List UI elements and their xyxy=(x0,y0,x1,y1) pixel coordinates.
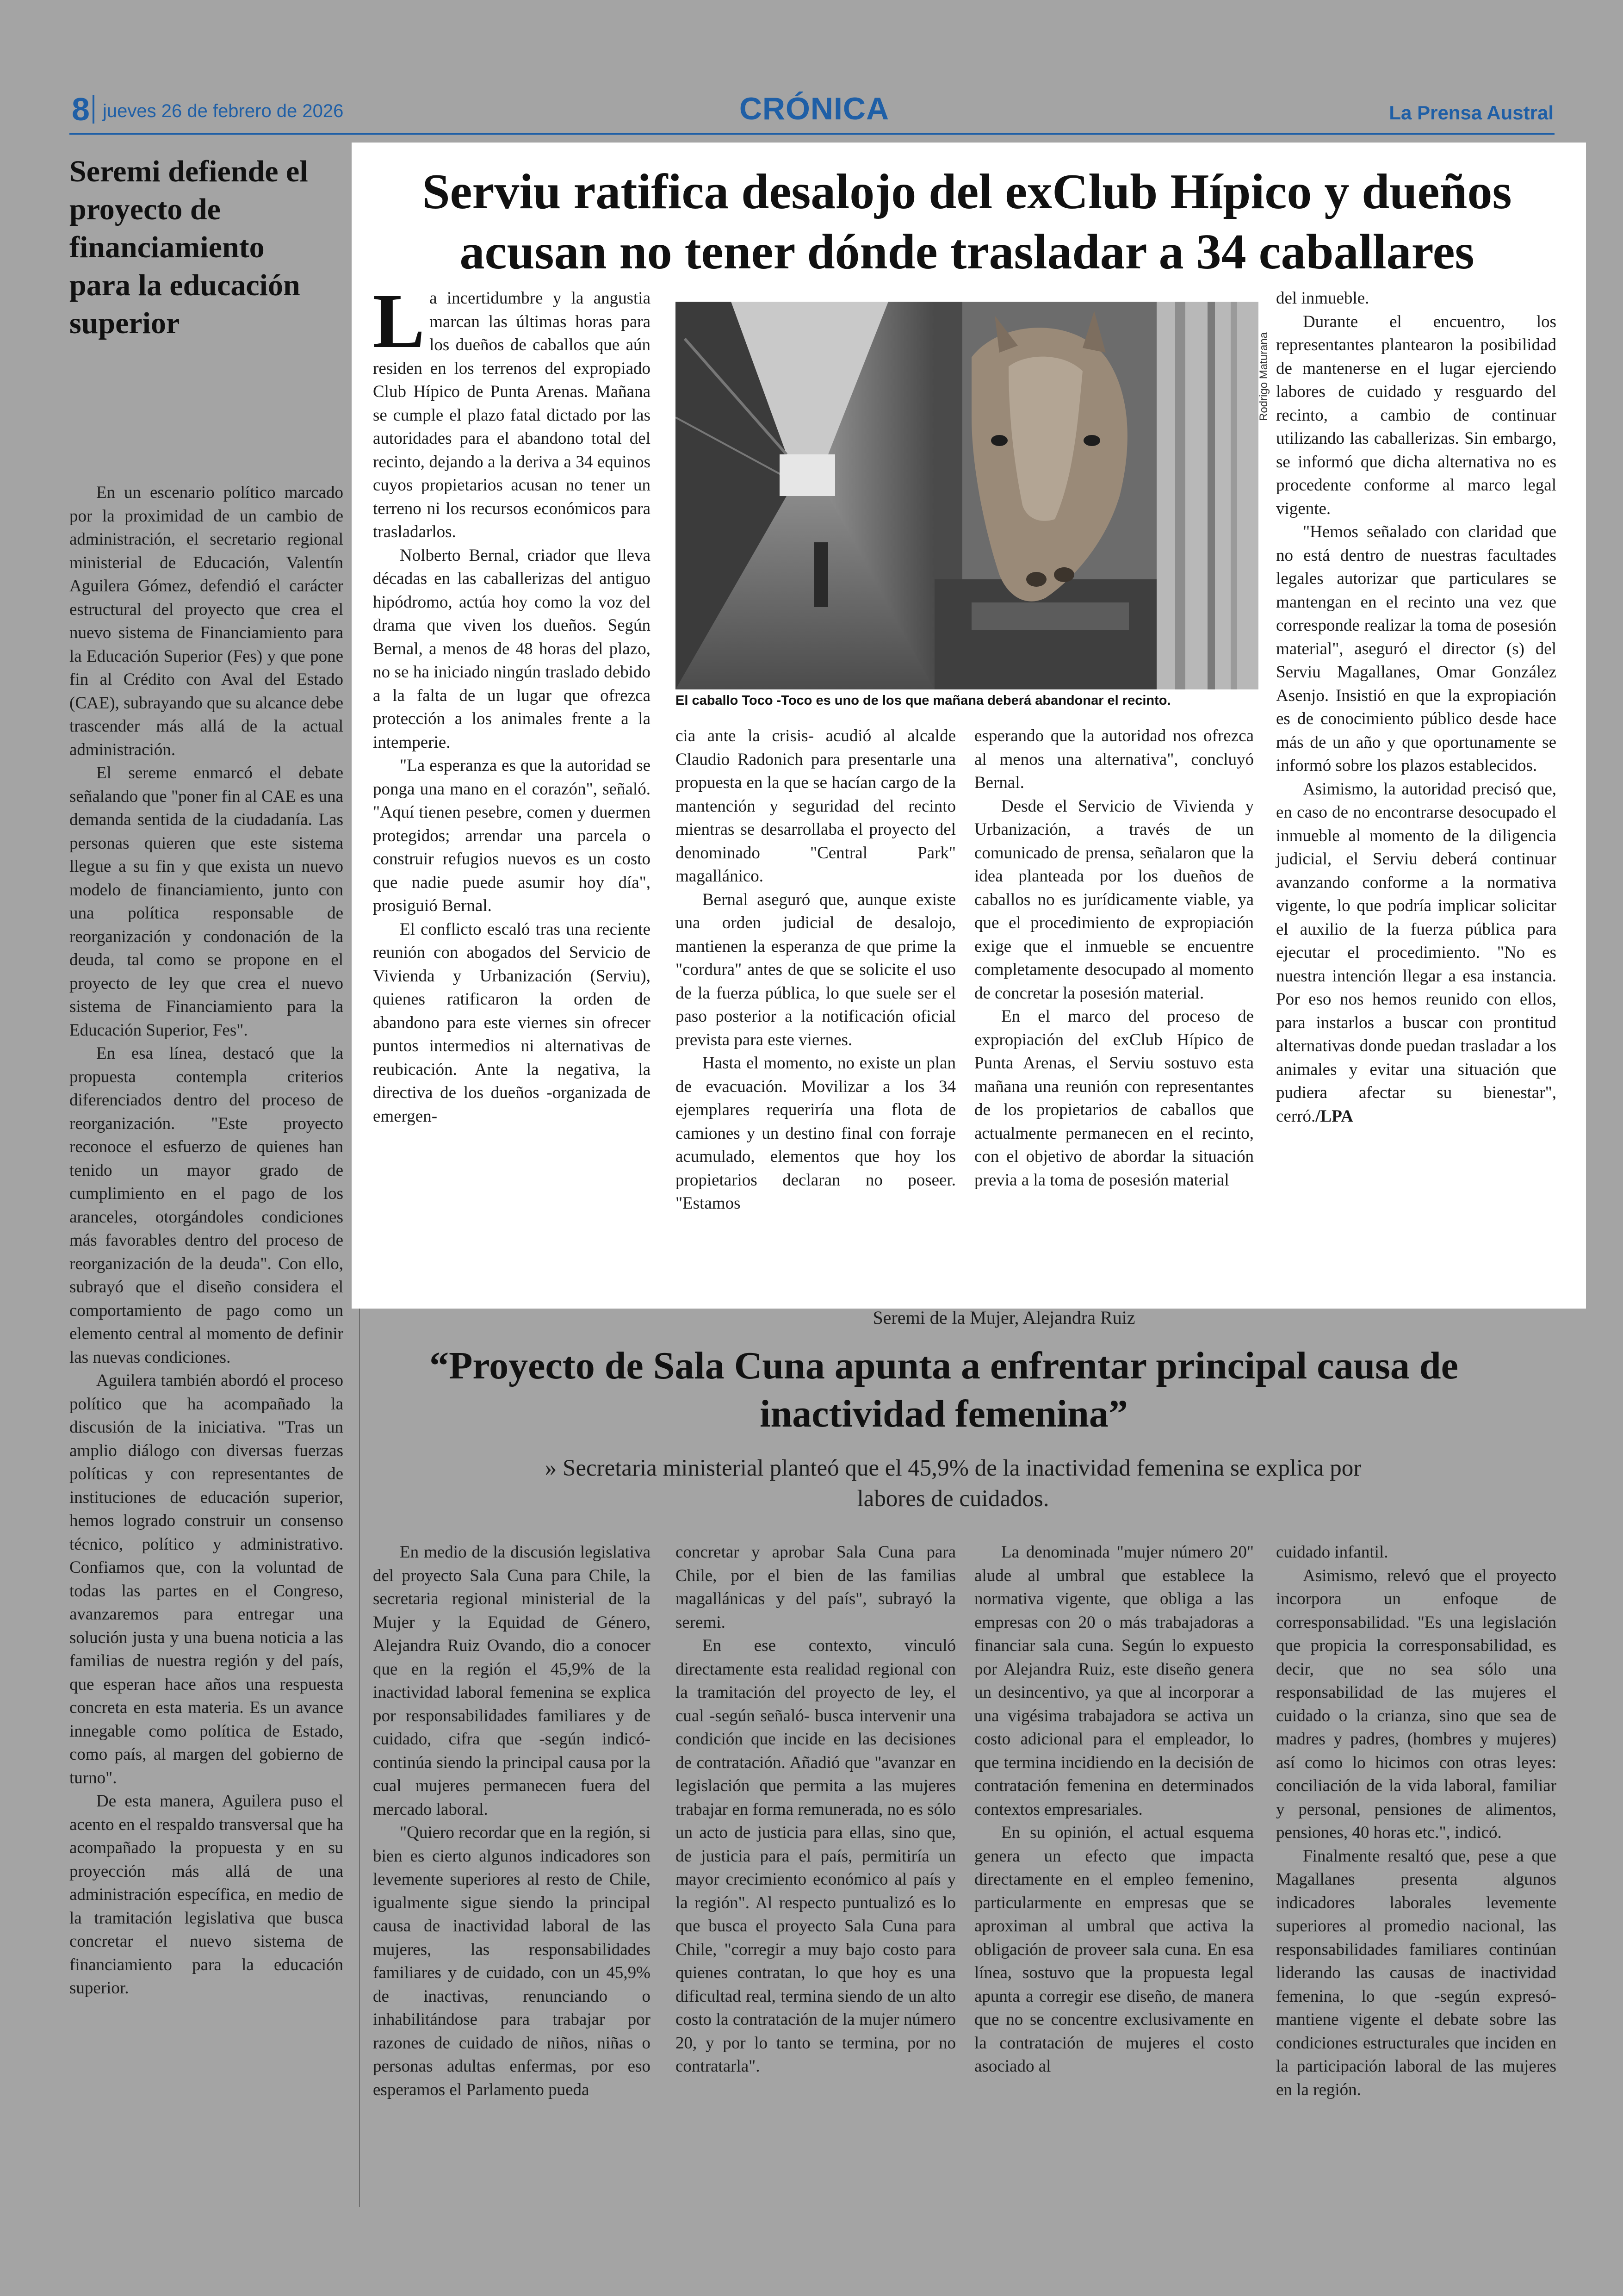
paragraph: a incertidumbre y la angustia marcan las últimas horas para los dueños de caballos que aún residen en los terrenos del expropiado Club Hípico de Punta Arenas. Mañana se cumple el plazo fatal dictado por las autoridades para el abandono total del recinto, dejando a la deriva a 34 equinos cuyos propietarios acusan no tener un terreno ni los recursos económicos para trasladarlos. xyxy=(373,289,650,541)
horse-photo xyxy=(675,302,1258,689)
photo-credit: Rodrigo Maturana xyxy=(1258,332,1270,421)
header-separator xyxy=(93,95,94,124)
paragraph: El sereme enmarcó el debate señalando que "poner fin al CAE es una demanda sentida de la ciudadanía. Las personas quieren que este sistema llegue a su fin y que exista un nuevo modelo de financiamiento, junto con una política responsable de reorganización y condonación de la deuda, tal como se propone en el proyecto de ley que crea el nuevo sistema de Financiamiento para la Educación Superior, Fes". xyxy=(69,763,343,1040)
paragraph: En un escenario político marcado por la proximidad de un cambio de administración, el secretario regional ministerial de Educación, Valentín Aguilera Gómez, defendió el carácter estructural del proyecto que crea el nuevo sistema de Financiamiento para la Educación Superior (Fes) y que pone fin al Crédito con Aval del Estado (CAE), subrayando que su alcance debe trascender más allá de la actual administración. xyxy=(69,483,343,759)
main-article-column-4 xyxy=(1276,287,1556,1128)
main-article-column-1 xyxy=(373,278,650,1128)
paragraph: Hasta el momento, no existe un plan de evacuación. Movilizar a los 34 ejemplares requeriría una flota de camiones y un destino final con forraje acumulado, elementos que hoy los propietarios declaran no poseer. "Estamos xyxy=(675,1054,956,1213)
paragraph: En esa línea, destacó que la propuesta contempla criterios diferenciados dentro del proceso de reorganización. "Este proyecto reconoce el esfuerzo de quienes han tenido un mayor grado de cumplimiento en el pago de los aranceles, otorgándoles condiciones más favorables dentro del proceso de reorganización de la deuda". Con ello, subrayó que el diseño considera el comportamiento de pago como un elemento central al momento de definir las nuevas condiciones. xyxy=(69,1044,343,1367)
header-rule xyxy=(69,133,1555,135)
paragraph: La denominada "mujer número 20" alude al umbral que establece la normativa vigente, que obliga a las empresas con 20 o más trabajadoras a financiar sala cuna. Según lo expuesto por Alejandra Ruiz, este diseño genera un desincentivo, ya que al incorporar a una vigésima trabajadora se activa un costo adicional para el empleador, lo que termina incidiendo en la decisión de contratación femenina en determinados contextos empresariales. xyxy=(974,1543,1254,1819)
left-article-title: Seremi defiende el proyecto de financiamiento para la educación superior xyxy=(69,155,308,340)
issue-date: jueves 26 de febrero de 2026 xyxy=(103,101,344,121)
main-article-column-3 xyxy=(974,725,1254,1192)
paragraph: Durante el encuentro, los representantes plantearon la posibilidad de mantenerse en el lugar ejerciendo labores de cuidado y resguardo del recinto, a cambio de continuar utilizando las caballerizas. Sin embargo, se informó que dicha alternativa no es procedente conforme al marco legal vigente. xyxy=(1276,312,1556,518)
paragraph: En ese contexto, vinculó directamente esta realidad regional con la tramitación del proyecto de ley, el cual -según señaló- busca intervenir una condición que incide en las decisiones de contratación. Añadió que "avanzar en legislación que permita a las mujeres trabajar en forma remunerada, no es sólo un acto de justicia para ellas, sino que, de justicia para el país, permitiría un mayor crecimiento económico al país y la región". Al respecto puntualizó es lo que busca el proyecto Sala Cuna para Chile, "corregir a muy bajo costo para quienes contratan, lo que hoy es una dificultad real, termina siendo de un alto costo la contratación de la mujer número 20, y por lo tanto se termina, por no contratarla". xyxy=(675,1636,956,2076)
drop-cap: L xyxy=(373,278,425,364)
paragraph: En su opinión, el actual esquema genera un efecto que impacta directamente en el empleo femenino, particularmente en empresas que se aproximan al umbral que activa la obligación de proveer sala cuna. En esa línea, sostuvo que la propuesta legal apunta a corregir ese diseño, de manera que no se concentre exclusivamente en la contratación de mujeres el costo asociado al xyxy=(974,1823,1254,2076)
paragraph: "La esperanza es que la autoridad se ponga una mano en el corazón", señaló. "Aquí tienen pesebre, comen y duermen protegidos; arrendar una parcela o construir refugios nuevos es un costo que nadie puede asumir hoy día", prosiguió Bernal. xyxy=(373,756,650,915)
left-article-body xyxy=(69,481,343,2000)
paragraph: Finalmente resaltó que, pese a que Magallanes presenta algunos indicadores laborales levemente superiores al promedio nacional, las responsabilidades familiares continúan liderando las causas de inactividad femenina, lo que -según expresó- mantiene vigente el debate sobre las condiciones estructurales que inciden en la participación laboral de las mujeres en la región. xyxy=(1276,1846,1556,2099)
paragraph: "Quiero recordar que en la región, si bien es cierto algunos indicadores son levemente superiores al resto de Chile, igualmente sigue siendo la principal causa de inactividad laboral de las mujeres, las responsabilidades familiares y de cuidado, con un 45,9% de inactivas, renunciando o inhabilitándose para trabajar por razones de cuidado de niños, niñas o personas adultas enfermas, por eso esperamos el Parlamento pueda xyxy=(373,1823,650,2099)
closing-paragraph: Asimismo, la autoridad precisó que, en caso de no encontrarse desocupado el inmueble al momento de la diligencia judicial, el Serviu deberá continuar avanzando conforme a la normativa vigente, lo que podría implicar solicitar el auxilio de la fuerza pública para ejecutar el procedimiento. "No es nuestra intención llegar a esa instancia. Por eso nos hemos reunido con ellos, para instarlos a buscar con prontitud alternativas donde puedan trasladar a los animales y evitar una situación que pudiera afectar su bienestar", cerró. xyxy=(1276,779,1556,1126)
second-article-column-3 xyxy=(974,1541,1254,2079)
paragraph: esperando que la autoridad nos ofrezca al menos una alternativa", concluyó Bernal. xyxy=(974,726,1254,792)
paragraph: Aguilera también abordó el proceso político que ha acompañado la discusión de la iniciativa. "Tras un amplio diálogo con diversas fuerzas políticas y con representantes de instituciones de educación superior, hemos logrado construir un consenso técnico, político y administrativo. Confiamos que, con la voluntad de todas las partes en el Congreso, avanzaremos para entregar una solución justa y una buena noticia a las familias de nuestra región y del país, que esperan hace años una respuesta concreta en esta materia. Es un avance innegable como política de Estado, como país, al margen del gobierno de turno". xyxy=(69,1371,343,1787)
paragraph: Nolberto Bernal, criador que lleva décadas en las caballerizas del antiguo hipódromo, actúa hoy como la voz del drama que viven los dueños. Según Bernal, a menos de 48 horas del plazo, no se ha iniciado ningún traslado debido a la falta de un lugar que ofrezca protección a los animales frente a la intemperie. xyxy=(373,546,650,752)
second-article-subtitle: » Secretaria ministerial planteó que el 45,9% de la inactividad femenina se explica por labores de cuidados. xyxy=(545,1455,1362,1512)
second-article-column-4 xyxy=(1276,1541,1556,2102)
signature: /LPA xyxy=(1315,1106,1353,1126)
paragraph: De esta manera, Aguilera puso el acento en el respaldo transversal que ha acompañado la propuesta y en su proyección más allá de una administración específica, en medio de la tramitación legislativa que busca concretar el nuevo sistema de financiamiento para la educación superior. xyxy=(69,1792,343,1998)
second-article-column-2 xyxy=(675,1541,956,2079)
paragraph: cuidado infantil. xyxy=(1276,1543,1388,1562)
main-article-title: Serviu ratifica desalojo del exClub Hípico y dueños acusan no tener dónde trasladar a 34 caballares xyxy=(422,164,1512,279)
paragraph: cia ante la crisis- acudió al alcalde Claudio Radonich para presentarle una propuesta en la que se hacían cargo de la mantención y seguridad del recinto mientras se desarrollaba el proyecto del denominado "Central Park" magallánico. xyxy=(675,726,956,886)
publication-name: La Prensa Austral xyxy=(1389,102,1554,124)
photo-caption: El caballo Toco -Toco es uno de los que mañana deberá abandonar el recinto. xyxy=(675,693,1171,708)
main-article-column-2 xyxy=(675,725,956,1216)
paragraph: El conflicto escaló tras una reciente reunión con abogados del Servicio de Vivienda y Urbanización (Serviu), quienes ratificaron la orden de abandono para este viernes sin ofrecer puntos intermedios ni alternativas de reubicación. Ante la negativa, la directiva de los dueños -organizada de emergen- xyxy=(373,919,650,1126)
second-article-kicker: Seremi de la Mujer, Alejandra Ruiz xyxy=(873,1307,1135,1328)
paragraph: del inmueble. xyxy=(1276,289,1369,308)
second-article-title: “Proyecto de Sala Cuna apunta a enfrentar principal causa de inactividad femenina” xyxy=(429,1344,1458,1435)
paragraph: En medio de la discusión legislativa del proyecto Sala Cuna para Chile, la secretaria regional ministerial de la Mujer y la Equidad de Género, Alejandra Ruiz Ovando, dio a conocer que en la región el 45,9% de la inactividad laboral femenina se explica por responsabilidades familiares y de cuidado, cifra que -según indicó- continúa siendo la principal causa por la cual mujeres permanecen fuera del mercado laboral. xyxy=(373,1543,650,1819)
paragraph: Desde el Servicio de Vivienda y Urbanización, a través de un comunicado de prensa, señalaron que la idea planteada por los dueños de caballos no es jurídicamente viable, ya que el procedimiento de expropiación exige que el inmueble se encuentre completamente desocupado al momento de concretar la posesión material. xyxy=(974,796,1254,1003)
paragraph: "Hemos señalado con claridad que no está dentro de nuestras facultades legales autorizar que particulares se mantengan en el recinto una vez que corresponde realizar la toma de posesión material", aseguró el director (s) del Serviu Magallanes, Omar González Asenjo. Insistió en que la expropiación es de conocimiento público desde hace más de un año y que oportunamente se informó sobre los plazos establecidos. xyxy=(1276,522,1556,775)
paragraph: Bernal aseguró que, aunque existe una orden judicial de desalojo, mantienen la esperanza de que prime la "cordura" antes de que se solicite el uso de la fuerza pública, lo que suele ser el paso posterior a la notificación oficial prevista para este viernes. xyxy=(675,890,956,1049)
paragraph: Asimismo, relevó que el proyecto incorpora un enfoque de corresponsabilidad. "Es una legislación que propicia la corresponsabilidad, es decir, que no sea sólo una responsabilidad de las mujeres el cuidado o la crianza, sino que sea de madres y padres, (hombres y mujeres) así como lo hicimos con otras leyes: conciliación de la vida laboral, familiar y personal, pensiones de alimentos, pensiones, 40 horas etc.", indicó. xyxy=(1276,1566,1556,1842)
paragraph: En el marco del proceso de expropiación del exClub Hípico de Punta Arenas, el Serviu sostuvo esta mañana una reunión con representantes de los propietarios de caballos que actualmente permanecen en el recinto, con el objetivo de abordar la situación previa a la toma de posesión material xyxy=(974,1007,1254,1190)
paragraph: concretar y aprobar Sala Cuna para Chile, por el bien de las familias magallánicas y del país", subrayó la seremi. xyxy=(675,1543,956,1632)
paragraph xyxy=(1276,778,1556,1129)
page-number: 8 xyxy=(72,91,90,127)
second-article-column-1 xyxy=(373,1541,650,2102)
section-name: CRÓNICA xyxy=(739,91,890,126)
